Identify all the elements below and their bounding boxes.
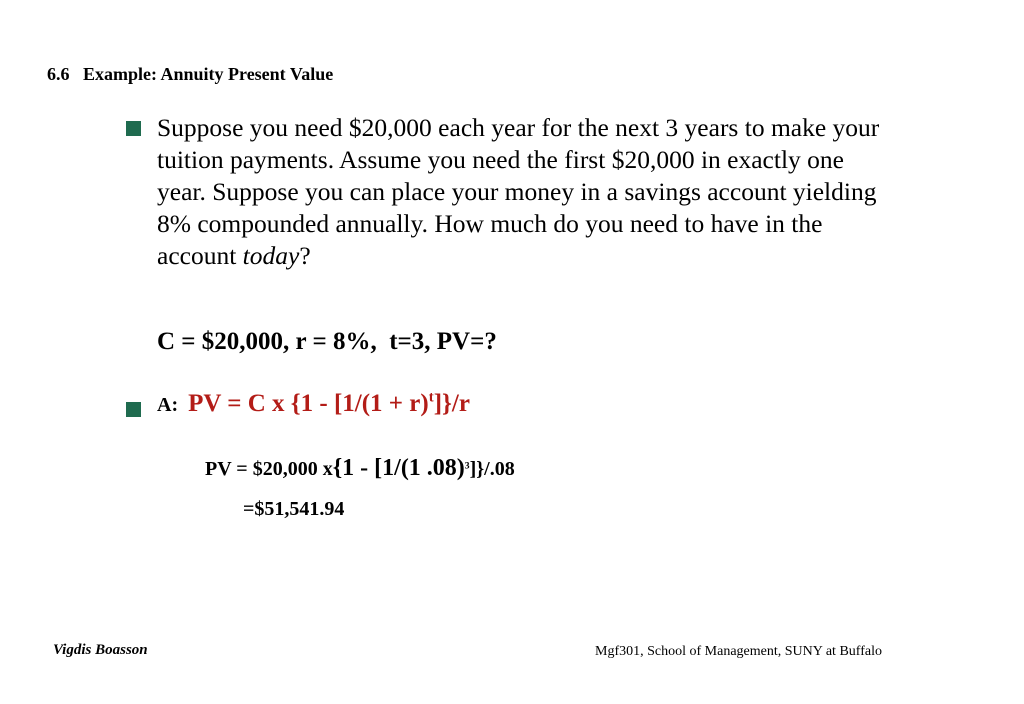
formula-exponent: t (428, 389, 434, 406)
calc-lead: PV = $20,000 x (205, 458, 333, 480)
formula-end: ]}/r (433, 390, 470, 417)
formula-main: PV = C x {1 - [1/(1 + r) (188, 390, 429, 417)
calc-end: ]}/.08 (469, 458, 515, 480)
question-body: Suppose you need $20,000 each year for the next 3 years to make your tuition payments. Assume you need the first $20,000 in exactly one year. Suppose you can place your money in a savings account yielding 8% compounded annually. How much do you need to have in the account (157, 113, 880, 270)
footer-author: Vigdis Boasson (53, 642, 148, 658)
calculation-line (205, 455, 515, 482)
result-value: =$51,541.94 (243, 498, 345, 520)
calc-middle: {1 - [1/(1 .08) (332, 455, 465, 481)
given-values: C = $20,000, r = 8%, t=3, PV=? (157, 328, 497, 355)
answer-line (157, 390, 470, 418)
question-text (157, 112, 887, 272)
question-tail: ? (299, 241, 311, 270)
annuity-formula (188, 390, 470, 417)
answer-label: A: (157, 394, 189, 416)
footer-course: Mgf301, School of Management, SUNY at Buffalo (595, 644, 882, 659)
square-bullet-icon (126, 402, 141, 417)
question-emphasis: today (242, 241, 300, 270)
calc-exponent: 3 (464, 460, 470, 472)
slide-heading: 6.6 Example: Annuity Present Value (47, 64, 334, 84)
square-bullet-icon (126, 121, 141, 136)
